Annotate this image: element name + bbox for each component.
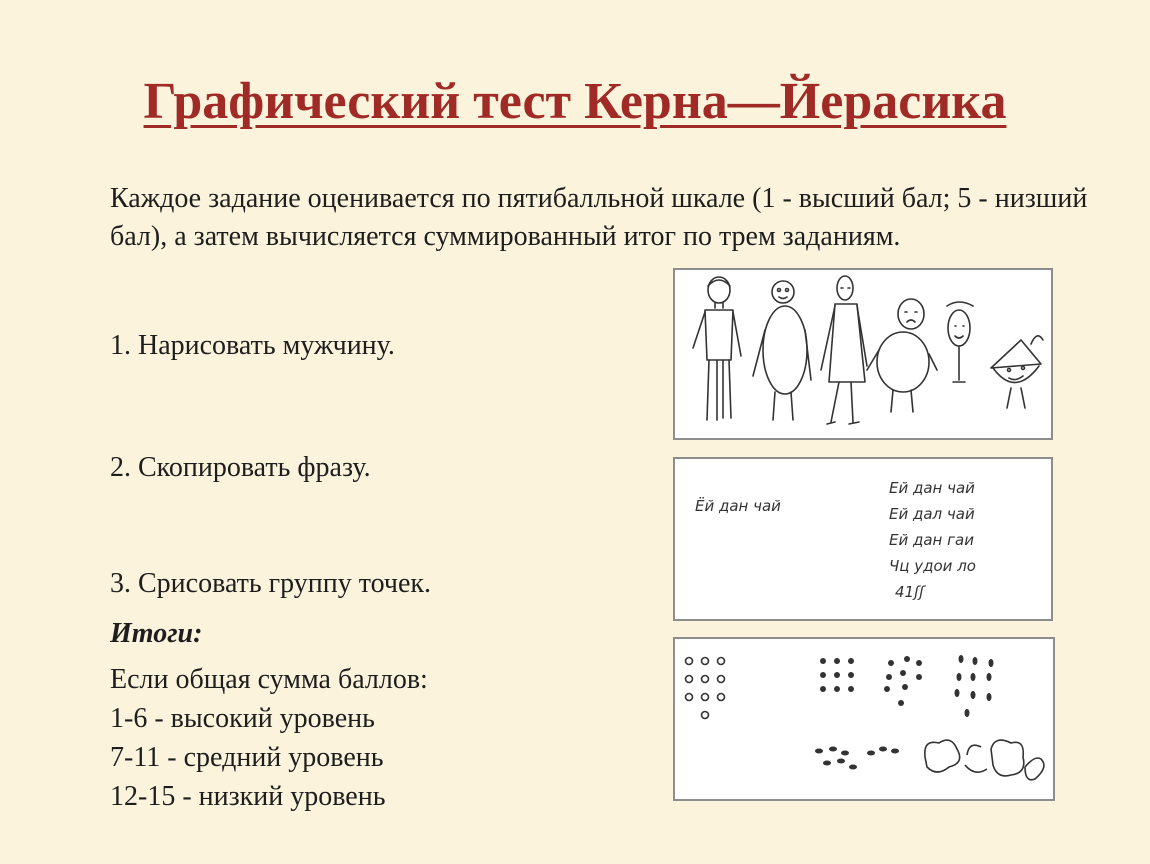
phrase-image — [675, 459, 1051, 619]
results-low: 12-15 - низкий уровень — [110, 781, 386, 812]
dot-copy-1 — [820, 658, 854, 692]
phrase-copy-4: Чц удои ло — [889, 557, 976, 575]
dot-copy-5 — [925, 740, 1044, 780]
man-drawings-image — [675, 270, 1051, 438]
figure-1 — [693, 277, 741, 420]
task-1: 1. Нарисовать мужчину. — [110, 330, 395, 361]
results-heading: Итоги: — [110, 618, 203, 649]
man-drawings-panel — [673, 268, 1053, 440]
dot-copy-4 — [815, 747, 899, 770]
results-medium: 7-11 - средний уровень — [110, 742, 384, 773]
phrase-copy-1: Ей дан чай — [889, 479, 975, 497]
figure-4 — [867, 299, 937, 412]
results-high: 1-6 - высокий уровень — [110, 703, 375, 734]
dot-sample — [686, 658, 725, 719]
results-list — [110, 660, 428, 816]
dot-copy-2 — [884, 656, 922, 706]
phrase-panel — [673, 457, 1053, 621]
task-2: 2. Скопировать фразу. — [110, 452, 371, 483]
phrase-copy-5: 41ʃʃ — [895, 583, 925, 601]
dot-copy-3 — [955, 655, 994, 717]
figure-5 — [947, 302, 973, 382]
intro-text: Каждое задание оценивается по пятибалльной шкале (1 - высший бал; 5 - низший бал), а затем вычисляется суммированный итог по трем заданиям. — [110, 183, 1088, 252]
task-3: 3. Срисовать группу точек. — [110, 568, 431, 599]
figure-6 — [991, 336, 1043, 408]
figure-2 — [753, 281, 811, 420]
phrase-copy-3: Ей дан гаи — [889, 531, 974, 549]
phrase-copy-2: Ей дал чай — [889, 505, 975, 523]
slide-title: Графический тест Керна—Йерасика — [143, 73, 1007, 130]
figure-3 — [821, 276, 867, 424]
results-intro: Если общая сумма баллов: — [110, 664, 428, 695]
dots-image — [675, 639, 1053, 799]
phrase-sample: Ёй дан чай — [695, 497, 781, 515]
dots-panel — [673, 637, 1055, 801]
